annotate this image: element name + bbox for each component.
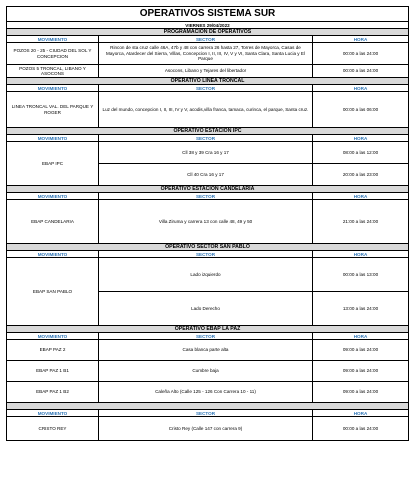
- movimiento-cell: EBAP PAZ 2: [7, 340, 99, 361]
- hora-cell: 08:00 a las 12:00: [313, 142, 409, 164]
- section-ipc: [7, 128, 409, 135]
- section-title: OPERATIVO LINEA TRONCAL: [7, 78, 409, 85]
- table-row: [7, 43, 409, 65]
- table-row: [7, 417, 409, 441]
- header-sector: SECTOR: [99, 251, 313, 258]
- hora-cell: 00:00 a las 24:00: [313, 417, 409, 441]
- movimiento-cell: POZOS 5 TRONCAL, LIBANO Y ASOCONS: [7, 65, 99, 78]
- header-row: [7, 193, 409, 200]
- header-row: [7, 135, 409, 142]
- header-sector: SECTOR: [99, 333, 313, 340]
- header-sector: SECTOR: [99, 85, 313, 92]
- movimiento-cell: EBAP IPC: [7, 142, 99, 186]
- header-hora: HORA: [313, 36, 409, 43]
- hora-cell: 00:00 a las 24:00: [313, 43, 409, 65]
- hora-cell: 20:00 a las 23:00: [313, 164, 409, 186]
- movimiento-cell: EBAP PAZ 1 B2: [7, 382, 99, 403]
- section-title: OPERATIVO SECTOR SAN PABLO: [7, 244, 409, 251]
- sector-cell: Asocons, Libano y Tejares del libertador: [99, 65, 313, 78]
- header-movimiento: MOVIMIENTO: [7, 410, 99, 417]
- section-cristo: [7, 403, 409, 410]
- operativos-table: [6, 6, 409, 441]
- header-hora: HORA: [313, 135, 409, 142]
- table-row: [7, 200, 409, 244]
- header-hora: HORA: [313, 251, 409, 258]
- section-title: OPERATIVO ESTACION CANDELARIA: [7, 186, 409, 193]
- header-sector: SECTOR: [99, 193, 313, 200]
- sector-cell: Lado Derecho: [99, 292, 313, 326]
- header-sector: SECTOR: [99, 36, 313, 43]
- title-row: [7, 7, 409, 22]
- section-title: [7, 403, 409, 410]
- movimiento-cell: POZOS 20 - 25 - CIUDAD DEL SOL Y CONCEPCION: [7, 43, 99, 65]
- header-movimiento: MOVIMIENTO: [7, 85, 99, 92]
- section-programacion: [7, 29, 409, 36]
- section-title: PROGRAMACIÓN DE OPERATIVOS: [7, 29, 409, 36]
- header-sector: SECTOR: [99, 135, 313, 142]
- header-hora: HORA: [313, 333, 409, 340]
- hora-cell: 00:00 a las 13:00: [313, 258, 409, 292]
- header-movimiento: MOVIMIENTO: [7, 36, 99, 43]
- section-title: OPERATIVO ESTACION IPC: [7, 128, 409, 135]
- table-row: [7, 65, 409, 78]
- sector-cell: Luz del mundo, concepcion I, II, III, IV y V, acodis,villa franca, tamaca, curinca, el parque, Santa cruz.: [99, 92, 313, 128]
- movimiento-cell: EBAP CANDELARIA: [7, 200, 99, 244]
- section-title: OPERATIVO EBAP LA PAZ: [7, 326, 409, 333]
- sector-cell: Lado izquierdo: [99, 258, 313, 292]
- table-row: [7, 142, 409, 164]
- date-row: [7, 22, 409, 29]
- sector-cell: Caleña Alto (Calle 125 - 126 Con Carrera 10 - 11): [99, 382, 313, 403]
- sector-cell: Cll 38 y 39 Cra 16 y 17: [99, 142, 313, 164]
- header-movimiento: MOVIMIENTO: [7, 333, 99, 340]
- section-sanpablo: [7, 244, 409, 251]
- report-date: VIERNES 29/04/2022: [7, 22, 409, 29]
- sector-cell: Cristo Rey (Calle 147 con carrera 9): [99, 417, 313, 441]
- header-hora: HORA: [313, 193, 409, 200]
- header-row: [7, 36, 409, 43]
- header-row: [7, 333, 409, 340]
- header-movimiento: MOVIMIENTO: [7, 135, 99, 142]
- page-title: OPERATIVOS SISTEMA SUR: [7, 7, 409, 22]
- movimiento-cell: LINEA TRONCAL VAL. DEL PARQUE Y ROGER: [7, 92, 99, 128]
- section-lapaz: [7, 326, 409, 333]
- schedule-sheet: [6, 6, 408, 441]
- table-row: [7, 258, 409, 292]
- movimiento-cell: CRISTO REY: [7, 417, 99, 441]
- movimiento-cell: EBAP PAZ 1 B1: [7, 361, 99, 382]
- header-row: [7, 251, 409, 258]
- hora-cell: 00:00 a las 24:00: [313, 65, 409, 78]
- header-row: [7, 410, 409, 417]
- section-troncal: [7, 78, 409, 85]
- header-movimiento: MOVIMIENTO: [7, 251, 99, 258]
- table-row: [7, 382, 409, 403]
- header-hora: HORA: [313, 410, 409, 417]
- section-candelaria: [7, 186, 409, 193]
- sector-cell: Cll 40 Cra 16 y 17: [99, 164, 313, 186]
- hora-cell: 13:00 a las 24:00: [313, 292, 409, 326]
- table-row: [7, 92, 409, 128]
- sector-cell: Villa Ziruma y carrera 13 con calle 48, 49 y 50: [99, 200, 313, 244]
- table-row: [7, 361, 409, 382]
- hora-cell: 09:00 a las 24:00: [313, 361, 409, 382]
- movimiento-cell: EBAP SAN PABLO: [7, 258, 99, 326]
- sector-cell: Casa blanca parte alta: [99, 340, 313, 361]
- header-row: [7, 85, 409, 92]
- hora-cell: 21:00 a las 24:00: [313, 200, 409, 244]
- header-movimiento: MOVIMIENTO: [7, 193, 99, 200]
- hora-cell: 09:00 a las 24:00: [313, 382, 409, 403]
- sector-cell: Rincon de sta cruz calle 46A, 47b y 48 con carrera 26 hasta 27, Torres de Mayorca, Casas de Mayorca, Atardecer del Sierra, Villas, Concepcion I, II, III, IV, V y VI, Santa Clara, Santa Lucia y El Parque: [99, 43, 313, 65]
- header-sector: SECTOR: [99, 410, 313, 417]
- hora-cell: 00:00 a las 06:00: [313, 92, 409, 128]
- table-row: [7, 340, 409, 361]
- sector-cell: Cumbre baja: [99, 361, 313, 382]
- hora-cell: 09:00 a las 24:00: [313, 340, 409, 361]
- header-hora: HORA: [313, 85, 409, 92]
